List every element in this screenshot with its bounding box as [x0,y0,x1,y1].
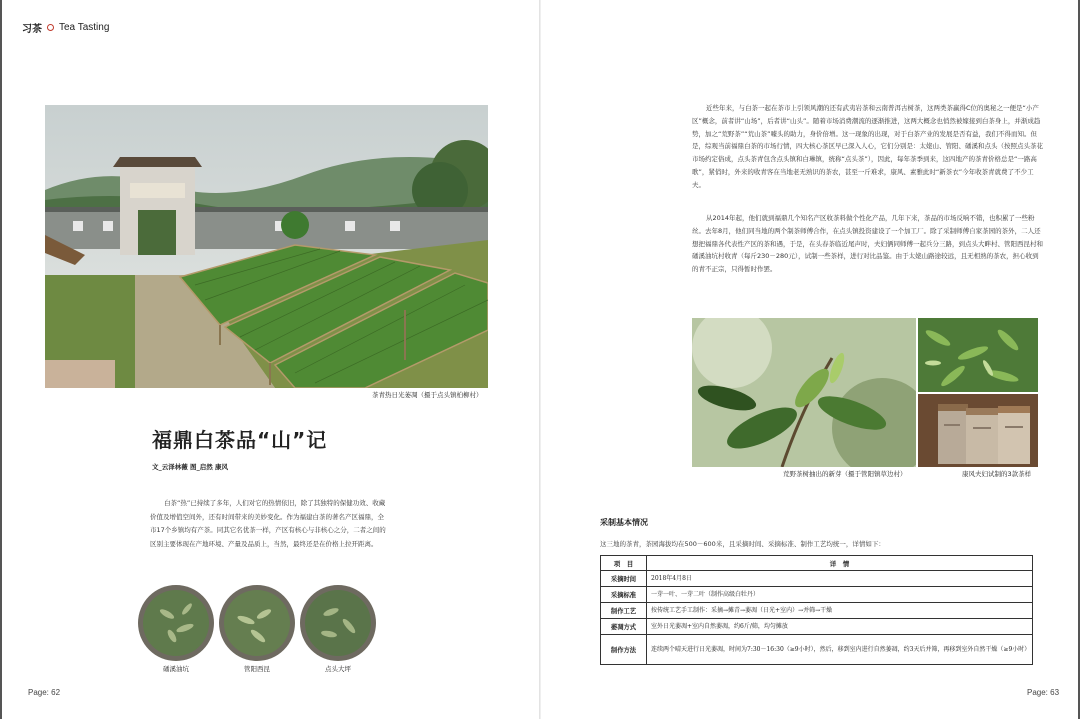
table-header-item: 项 目 [601,556,647,571]
tins-photo-caption: 康风夫妇试制的3款茶样 [962,470,1032,478]
row-value: 2018年4月8日 [647,571,1033,587]
body-paragraph-2: 从2014年起，他们就到福鼎几个知名产区收茶料做个性化产品，几年下来，茶品的市场反响不错，也积累了一些粉丝。去年8月，他们同当地的两个制茶师傅合作，在点头镇投资建设了一个加工厂。除了采制师傅自家茶园的茶外，二人还想把福鼎各代表性产区的茶和遇，于是，在头春茶临近尾声时，夫妇俩同师傅一起兵分三路，到点头大畔村、管阳西昆村和磻溪油坑村收青（每斤230－280元），试制一些茶样，进行对比品鉴。由于太姥山路途较远，且无相熟的茶农，担心收到的青不正宗，只得暂时作罢。 [692,214,1043,274]
tea-bud-photo [692,318,916,467]
row-value: 一芽一叶、一芽二叶（制作高级白牡丹） [647,587,1033,603]
table-row [601,587,1033,603]
running-header [22,20,109,35]
article-intro: 白茶“热”已持续了多年，人们对它的热情依旧，除了其独特的保健功效、收藏价值及增值空间外，还有时间带来的美妙变化。作为福建白茶的著名产区福鼎，全市17个乡镇均有产茶。同其它名优茶一样，产区有核心与非核心之分，二者之间的区别主要体现在产地环境、产量及品质上，当然，最终还是在价格上拉开距离。 [150,499,386,548]
row-key: 制作方法 [601,635,647,665]
main-photo-caption: 茶青热日光萎凋（摄于点头镇柏柳村） [372,391,483,399]
bowl-photo-3 [299,584,377,662]
table-row [601,635,1033,665]
dried-leaf-photo [918,318,1038,392]
table-row [601,619,1033,635]
production-info-table [600,555,1033,665]
section-name-zh: 习茶 [22,24,42,35]
table-row [601,571,1033,587]
body-paragraph-1: 近些年来，与白茶一起在茶市上引领风潮的还有武夷岩茶和云南普洱古树茶，这两类茶赢得C位的奥秘之一便是“小产区”概念，前者讲“山场”，后者讲“山头”。随着市场消费潮流的逐渐推进，这两大概念也悄然被嫁接到白茶身上，并渐成趋势，加之“荒野茶”“荒山茶”噱头的助力，身价倍增。这一现象的出现，对于白茶产业的发展是否有益，我们不得而知。但是，综观当前福鼎白茶的市场行情，四大核心茶区早已深入人心，它们分别是：太姥山、管阳、磻溪和点头（按照点头茶花市场约定俗成，点头茶青包含点头镇和白琳镇，统称“点头茶”），因此，每年茶季到来，这四地产的茶青价格总是“一路高歌”，紧俏时，外来的收青客在当地老无熟识的茶农，甚至一斤难求，康风、素雅此时“新茶衣”今年收茶青就费了不少工夫。 [692,104,1043,189]
section-intro: 这三地的茶青，茶园海拔均在500－600米，且采摘时间、采摘标准、制作工艺均统一，详情如下： [600,540,885,548]
row-key: 采摘时间 [601,571,647,587]
row-key: 制作工艺 [601,603,647,619]
table-header-row [601,556,1033,571]
page-edge-left [0,0,2,719]
book-spine [539,0,541,719]
page-number-left: Page: 62 [28,688,61,697]
row-key: 萎凋方式 [601,619,647,635]
header-circle-icon [47,24,54,31]
bowl-label-1: 磻溪油坑 [163,665,189,673]
tea-tins-photo [918,394,1038,467]
page-number-right: Page: 63 [1027,688,1060,697]
table-row [601,603,1033,619]
section-name-en: Tea Tasting [59,22,110,33]
row-value: 按传统工艺手工制作：采摘→摊青→萎凋（日光+室内）→并筛→干燥 [647,603,1033,619]
bowl-label-3: 点头大坪 [325,665,351,673]
bowl-photo-2 [218,584,296,662]
tea-garden-photo [45,105,488,388]
section-title: 采制基本情况 [600,518,648,527]
bowl-label-2: 管阳西昆 [244,665,270,673]
bud-photo-caption: 荒野茶树抽出的新芽（摄于管阳镇草边村） [783,470,907,478]
article-title: 福鼎白茶品“山”记 [152,428,328,452]
table-header-detail: 详 情 [647,556,1033,571]
article-byline: 文_云泽林薇 图_启然 康风 [152,463,229,471]
bowl-photo-1 [137,584,215,662]
row-key: 采摘标准 [601,587,647,603]
row-value: 连续两个晴天进行日光萎凋，时间为7:30－16:30（≥9小时），然后，移到室内进行自然萎凋，约3天后并筛，再移到室外自然干燥（≥9小时） [647,635,1033,665]
row-value: 室外日光萎凋+室内自然萎凋，约6斤/筛，均匀摊放 [647,619,1033,635]
